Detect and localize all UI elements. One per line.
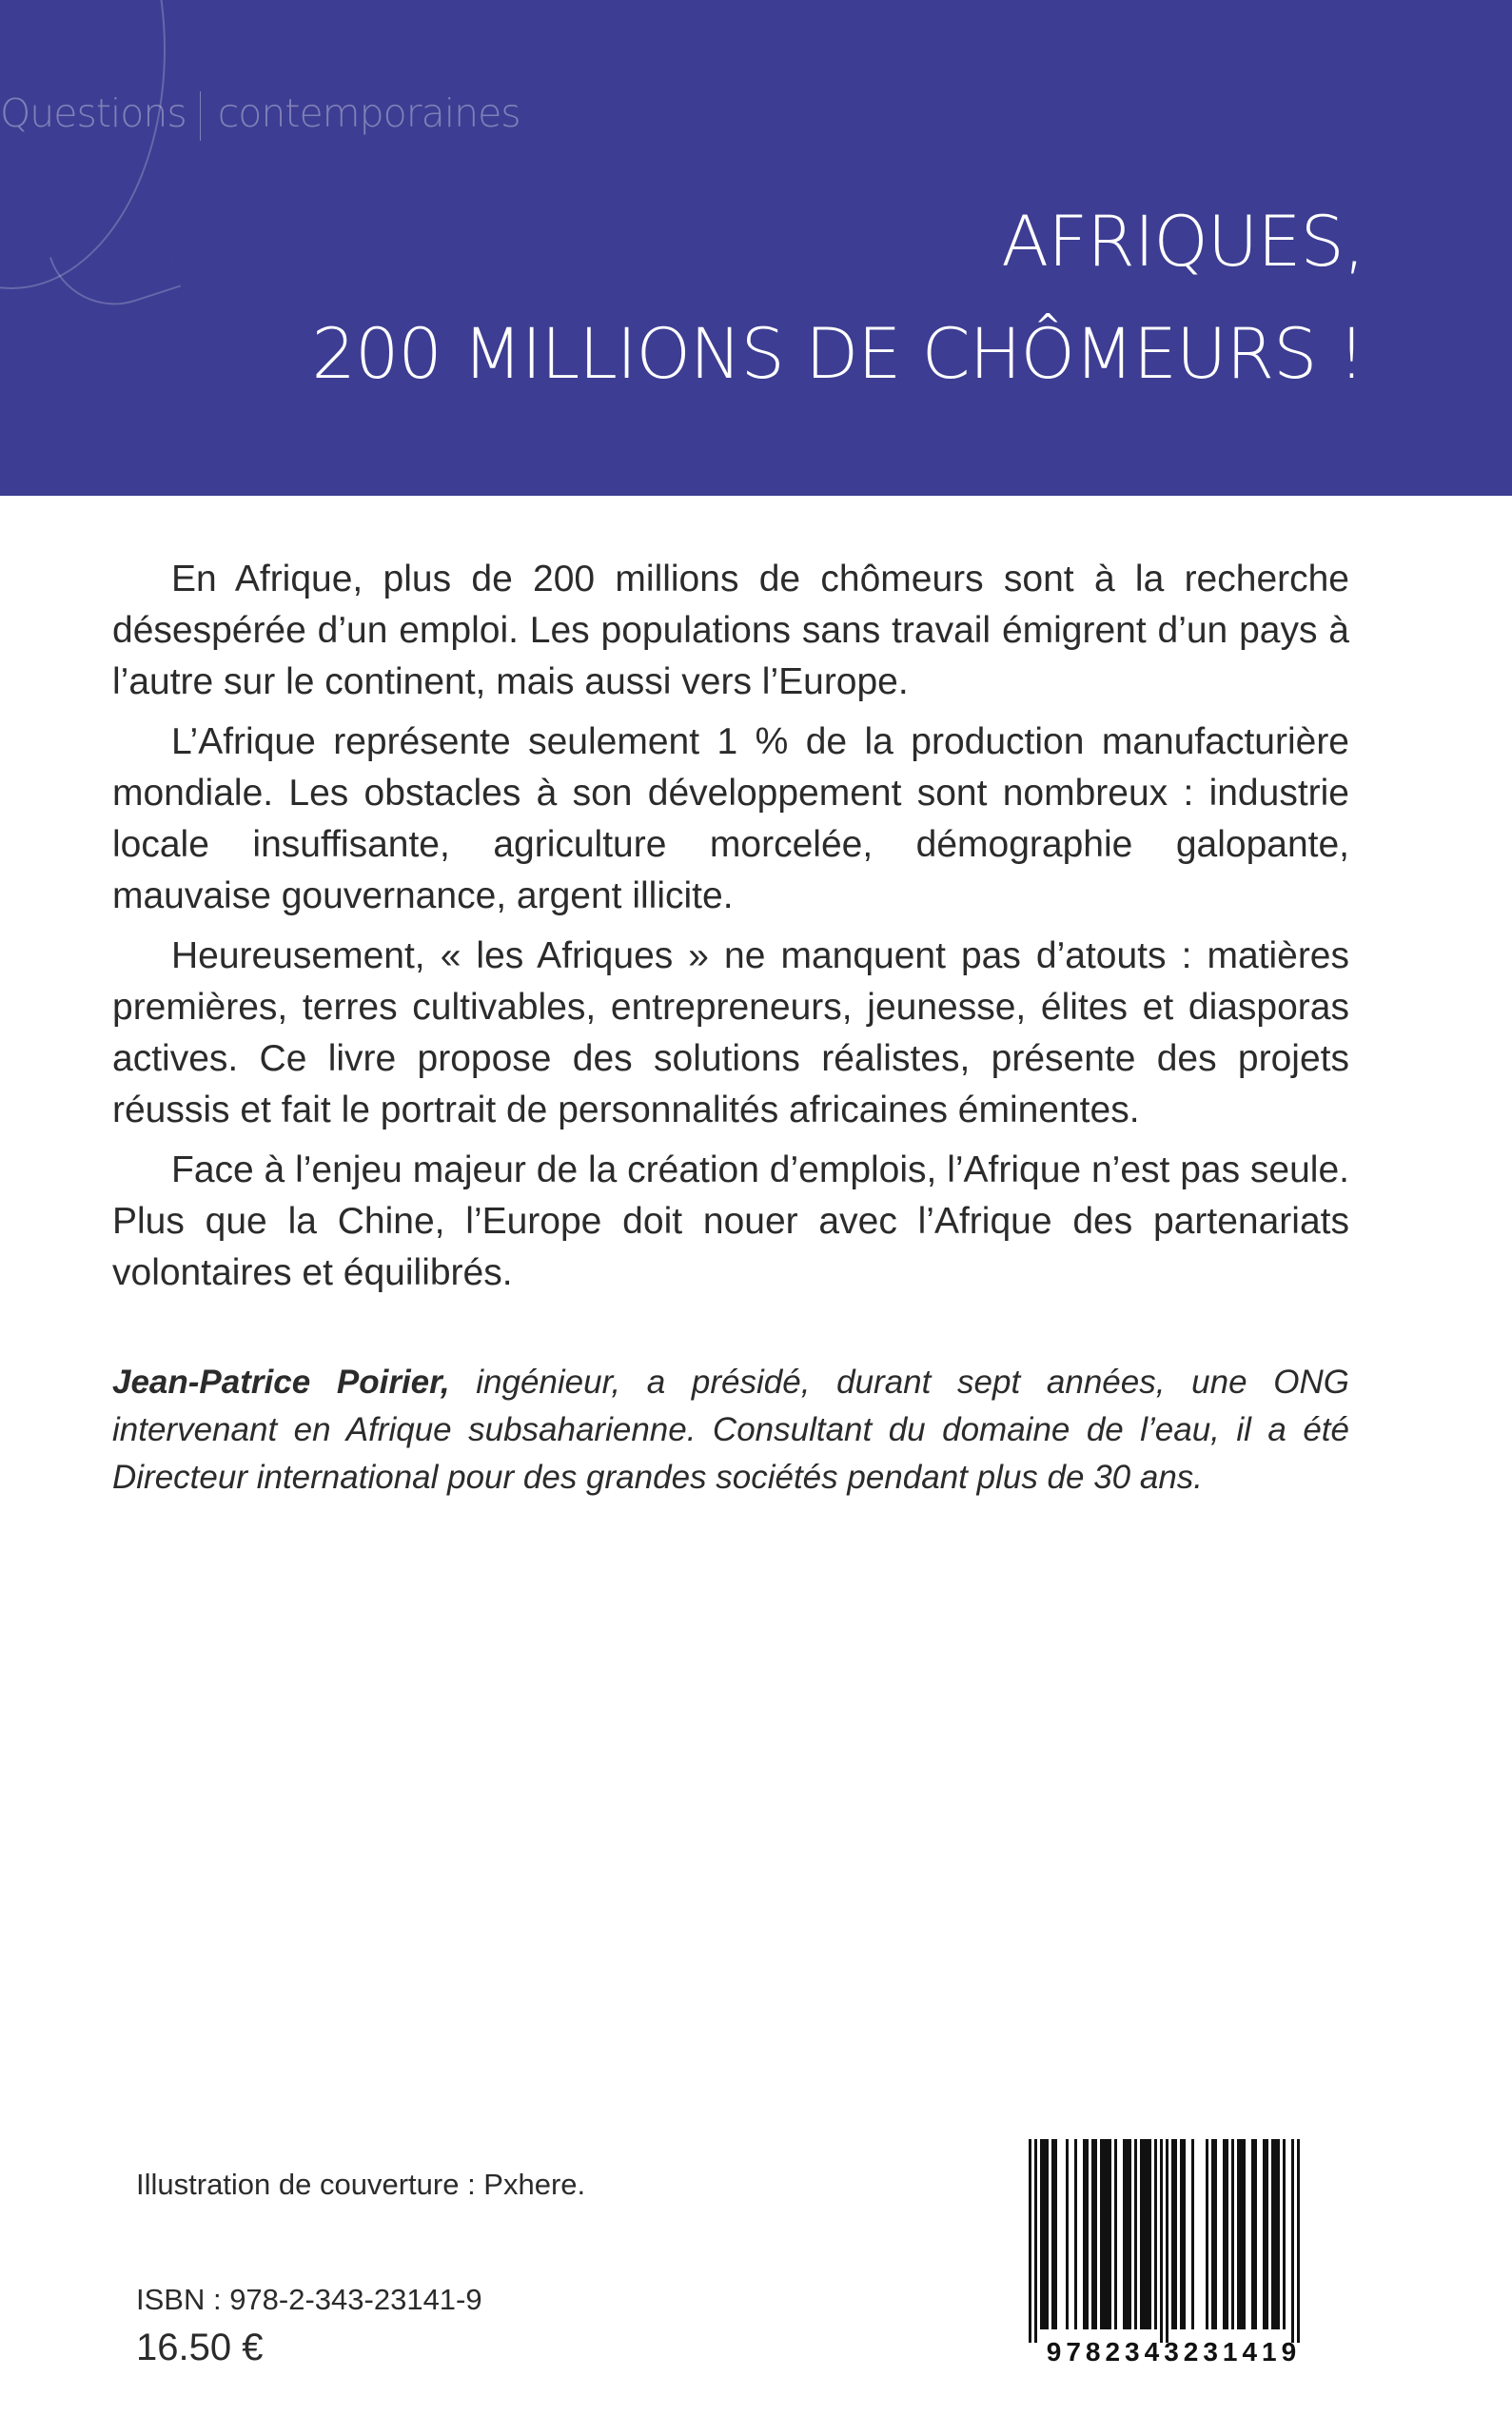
- barcode-bar: [1043, 2139, 1046, 2329]
- series-word-1: Questions: [0, 90, 187, 136]
- barcode-bar: [1154, 2139, 1157, 2329]
- barcode-bar: [1171, 2139, 1174, 2329]
- back-cover-blurb: [112, 554, 1349, 1307]
- barcode-bar: [1274, 2139, 1277, 2329]
- series-name: [0, 90, 520, 141]
- isbn: ISBN : 978-2-343-23141-9: [136, 2283, 482, 2316]
- blurb-paragraph: Heureusement, « les Afriques » ne manquent pas d’atouts : matières premières, terres cultivables, entrepreneurs, jeunesse, élites et diasporas actives. Ce livre propose des solutions réalistes, présente des projets réussis et fait le portrait de personnalités africaines éminentes.: [112, 935, 1349, 1130]
- blurb-paragraph: L’Afrique représente seulement 1 % de la production manufacturière mondiale. Les obstacles à son développement sont nombreux : industrie locale insuffisante, agriculture morcelée, démographie galopante, mauvaise gouvernance, argent illicite.: [112, 721, 1349, 916]
- barcode-bar: [1160, 2139, 1163, 2343]
- barcode-bar: [1223, 2139, 1226, 2329]
- barcode-bar: [1226, 2139, 1228, 2329]
- barcode-bar: [1034, 2139, 1037, 2343]
- barcode-bar: [1237, 2139, 1240, 2329]
- author-bio: [112, 1359, 1349, 1502]
- barcode-bar: [1243, 2139, 1246, 2329]
- author-bio-text: ingénieur, a présidé, durant sept années, une ONG intervenant en Afrique subsaharienne. Consultant du domaine de l’eau, il a été Directeur international pour des grandes sociétés pendant plus de 30 ans.: [112, 1364, 1349, 1496]
- barcode-bar: [1106, 2139, 1109, 2329]
- barcode-bar: [1146, 2139, 1149, 2329]
- barcode-bar: [1086, 2139, 1089, 2329]
- barcode-bar: [1254, 2139, 1257, 2329]
- series-word-2: contemporaines: [217, 90, 520, 136]
- blurb-paragraph: En Afrique, plus de 200 millions de chômeurs sont à la recherche désespérée d’un emploi. Les populations sans travail émigrent d’un pays à l’autre sur le continent, mais aussi vers l’Europe.: [112, 559, 1349, 702]
- illustration-credit: Illustration de couverture : Pxhere.: [136, 2168, 586, 2201]
- barcode-bar: [1066, 2139, 1069, 2329]
- barcode-bar: [1191, 2139, 1194, 2329]
- barcode-bar: [1283, 2139, 1286, 2329]
- barcode-bar: [1126, 2139, 1129, 2329]
- series-separator: [200, 91, 201, 141]
- author-name: Jean-Patrice Poirier,: [112, 1364, 450, 1401]
- barcode-bar: [1271, 2139, 1274, 2329]
- barcode-bar: [1123, 2139, 1126, 2329]
- barcode-bar: [1183, 2139, 1186, 2329]
- header-band: [0, 0, 1512, 496]
- barcode-bar: [1211, 2139, 1214, 2329]
- barcode-bar: [1291, 2139, 1294, 2343]
- book-title-line-1: AFRIQUES,: [1001, 202, 1365, 283]
- barcode-bar: [1029, 2139, 1031, 2343]
- barcode-bar: [1103, 2139, 1106, 2329]
- book-title-line-2: 200 MILLIONS DE CHÔMEURS !: [311, 314, 1365, 395]
- barcode-bar: [1263, 2139, 1266, 2329]
- barcode-bar: [1206, 2139, 1208, 2329]
- barcode-bar: [1277, 2139, 1280, 2329]
- barcode-bar: [1129, 2139, 1131, 2329]
- barcode-bar: [1134, 2139, 1137, 2329]
- barcode-bar: [1109, 2139, 1111, 2329]
- barcode-bar: [1054, 2139, 1057, 2329]
- barcode-bar: [1140, 2139, 1143, 2329]
- barcode-bar: [1094, 2139, 1097, 2329]
- barcode-bar: [1251, 2139, 1254, 2329]
- book-title: [312, 187, 1365, 411]
- barcode-bar: [1074, 2139, 1077, 2329]
- barcode-bar: [1174, 2139, 1177, 2329]
- barcode-digits: 9782343231419: [1046, 2337, 1302, 2367]
- barcode-bar: [1166, 2139, 1168, 2343]
- barcode-bar: [1040, 2139, 1043, 2329]
- barcode-bar: [1143, 2139, 1146, 2329]
- barcode-bar: [1240, 2139, 1243, 2329]
- barcode-bar: [1231, 2139, 1234, 2329]
- price: 16.50 €: [136, 2327, 264, 2368]
- barcode-bar: [1266, 2139, 1268, 2329]
- barcode-bar: [1297, 2139, 1300, 2343]
- barcode-bar: [1114, 2139, 1117, 2329]
- blurb-paragraph: Face à l’enjeu majeur de la création d’emplois, l’Afrique n’est pas seule. Plus que la Chine, l’Europe doit nouer avec l’Afrique des partenariats volontaires et équilibrés.: [112, 1149, 1349, 1293]
- barcode-bar: [1149, 2139, 1151, 2329]
- barcode-bar: [1100, 2139, 1103, 2329]
- barcode-bar: [1180, 2139, 1183, 2329]
- barcode-bar: [1214, 2139, 1217, 2329]
- barcode-bar: [1051, 2139, 1054, 2329]
- barcode-bar: [1091, 2139, 1094, 2329]
- barcode-bar: [1046, 2139, 1049, 2329]
- barcode: [1010, 2131, 1338, 2379]
- barcode-bar: [1083, 2139, 1086, 2329]
